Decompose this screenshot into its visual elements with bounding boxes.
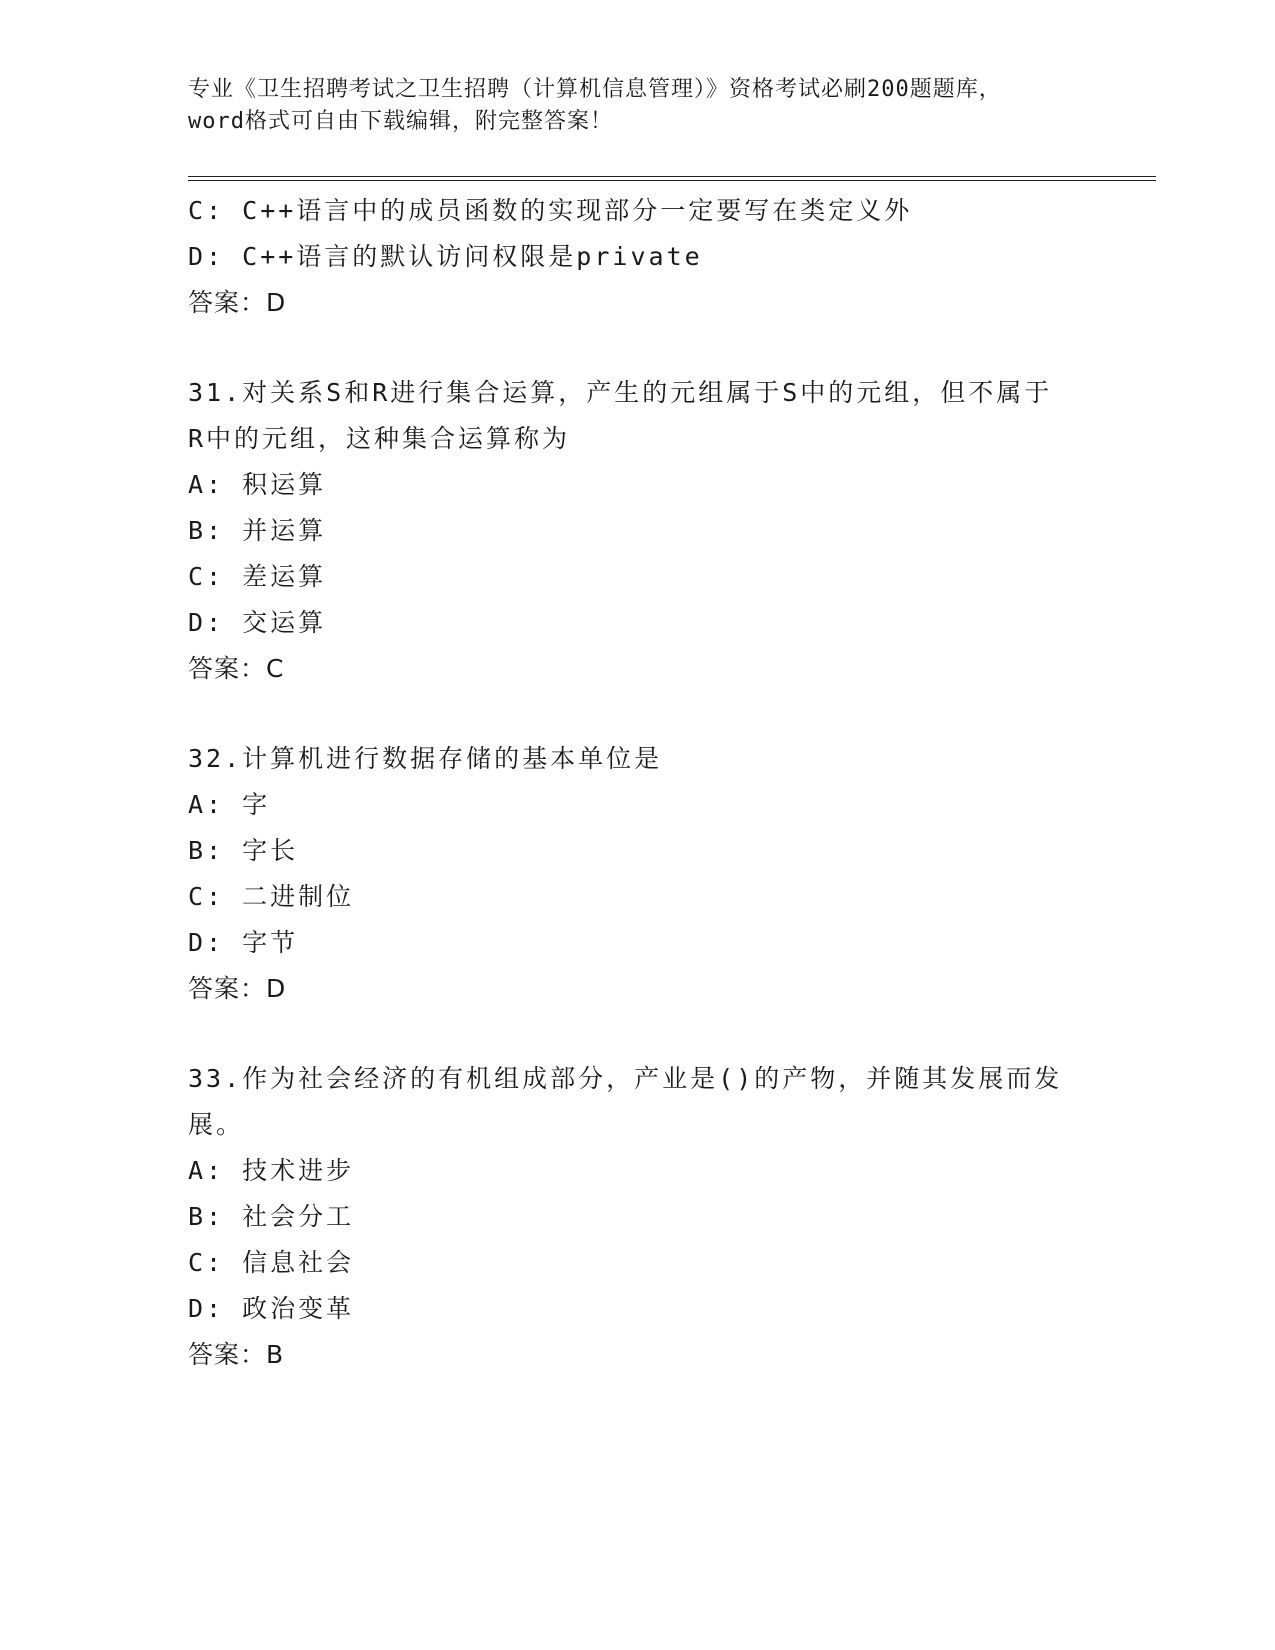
option-d: D: 字节 [188,928,299,957]
question-text: 33.作为社会经济的有机组成部分，产业是()的产物，并随其发展而发展。 [188,1064,1063,1139]
spacer [188,326,1088,370]
question-content [188,188,1088,1378]
header-title-line1: 专业《卫生招聘考试之卫生招聘（计算机信息管理）》资格考试必刷200题题库， [188,77,1002,102]
option-b: B: 并运算 [188,516,327,545]
option-a: A: 技术进步 [188,1156,355,1185]
option-c: C: 信息社会 [188,1248,355,1277]
question-text: 32.计算机进行数据存储的基本单位是 [188,744,663,773]
question-carryover [188,188,1088,326]
option-a: A: 字 [188,790,271,819]
option-b: B: 字长 [188,836,299,865]
question-31 [188,370,1088,692]
header-divider [188,176,1156,181]
option-c: C: 二进制位 [188,882,355,911]
spacer [188,1012,1088,1056]
header-title-line2: word格式可自由下载编辑，附完整答案！ [188,109,613,134]
option-b: B: 社会分工 [188,1202,355,1231]
option-d: D: 政治变革 [188,1294,355,1323]
option-d: D: C++语言的默认访问权限是private [188,242,703,271]
option-d: D: 交运算 [188,608,327,637]
question-33 [188,1056,1088,1378]
answer-line: 答案：D [188,288,287,317]
answer-line: 答案：B [188,1340,285,1369]
option-a: A: 积运算 [188,470,327,499]
document-header [188,74,1088,138]
option-c: C: 差运算 [188,562,327,591]
answer-line: 答案：C [188,654,285,683]
question-text: 31.对关系S和R进行集合运算，产生的元组属于S中的元组，但不属于R中的元组，这种集合运算称为 [188,378,1053,453]
answer-line: 答案：D [188,974,287,1003]
spacer [188,692,1088,736]
option-c: C: C++语言中的成员函数的实现部分一定要写在类定义外 [188,196,913,225]
question-32 [188,736,1088,1012]
